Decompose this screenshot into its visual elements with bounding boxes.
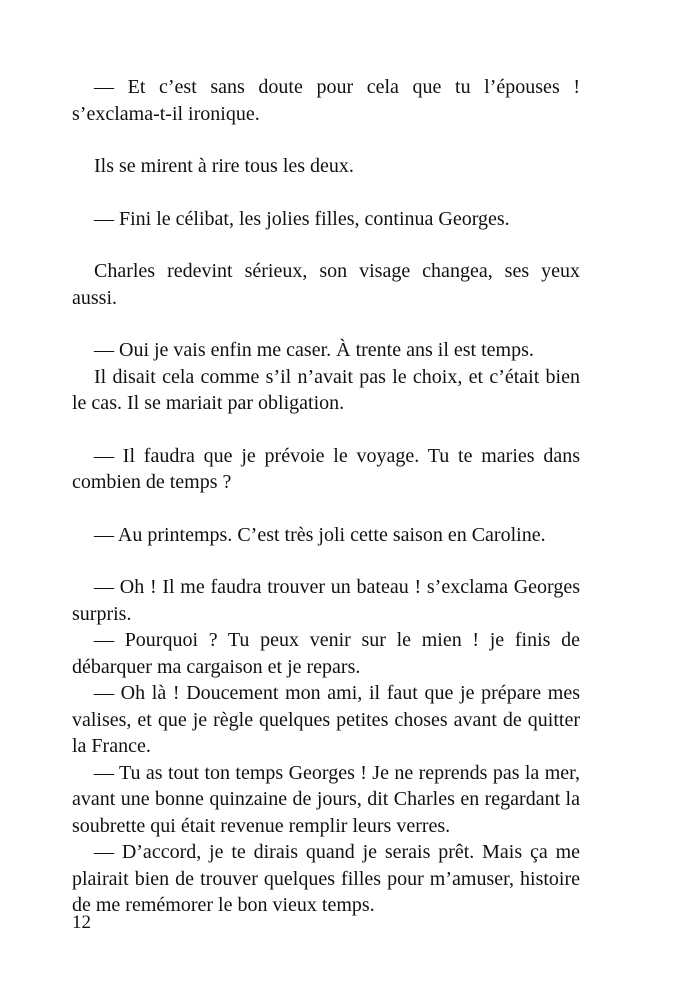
paragraph: — Pourquoi ? Tu peux venir sur le mien ! je finis de débarquer ma cargaison et je repars.	[72, 629, 580, 678]
paragraph: — Au printemps. C’est très joli cette saison en Caroline.	[94, 523, 546, 546]
paragraph: — Fini le célibat, les jolies filles, continua Georges.	[94, 207, 510, 230]
paragraph: — D’accord, je te dirais quand je serais prêt. Mais ça me plairait bien de trouver quelques filles pour m’amuser, histoire de me remémorer le bon vieux temps.	[72, 841, 580, 916]
paragraph: Il disait cela comme s’il n’avait pas le choix, et c’était bien le cas. Il se mariait par obligation.	[72, 365, 580, 414]
paragraph: — Oh là ! Doucement mon ami, il faut que je prépare mes valises, et que je règle quelques petites choses avant de quitter la France.	[72, 682, 580, 757]
paragraph: Charles redevint sérieux, son visage changea, ses yeux aussi.	[72, 260, 580, 309]
page-body	[72, 74, 580, 919]
paragraph: — Il faudra que je prévoie le voyage. Tu te maries dans combien de temps ?	[72, 444, 580, 493]
paragraph: — Tu as tout ton temps Georges ! Je ne reprends pas la mer, avant une bonne quinzaine de jours, dit Charles en regardant la soubrette qui était revenue remplir leurs verres.	[72, 761, 580, 837]
paragraph: — Et c’est sans doute pour cela que tu l’épouses ! s’exclama-t-il ironique.	[72, 76, 580, 125]
page-number: 12	[72, 912, 91, 933]
paragraph: — Oh ! Il me faudra trouver un bateau ! s’exclama Georges surpris.	[72, 576, 580, 625]
paragraph: Ils se mirent à rire tous les deux.	[94, 155, 354, 177]
paragraph: — Oui je vais enfin me caser. À trente ans il est temps.	[94, 339, 534, 361]
